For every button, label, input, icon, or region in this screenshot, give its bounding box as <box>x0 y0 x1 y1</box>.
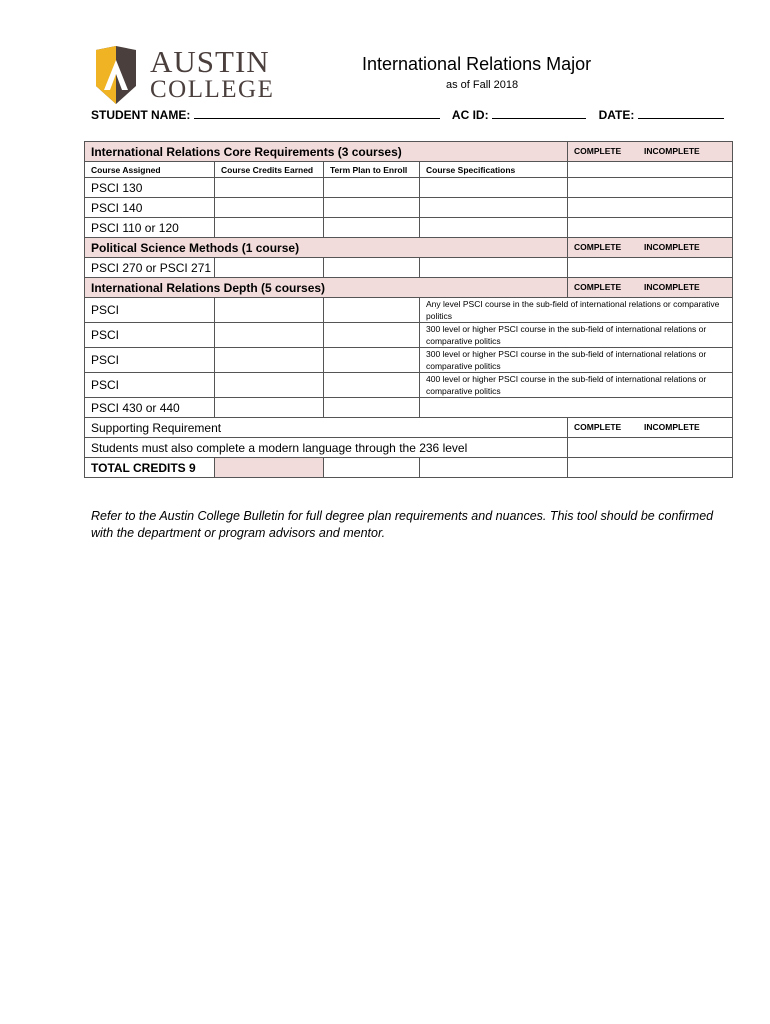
table-row <box>85 298 733 323</box>
term-cell[interactable] <box>324 178 420 198</box>
austin-college-logo <box>90 46 280 106</box>
course-name: PSCI <box>85 298 215 323</box>
depth-section-header <box>85 278 733 298</box>
table-row <box>85 438 733 458</box>
course-name: PSCI 110 or 120 <box>85 218 215 238</box>
methods-incomplete-label[interactable]: INCOMPLETE <box>644 242 700 252</box>
table-row <box>85 398 733 418</box>
spec-cell <box>420 398 733 418</box>
credits-cell[interactable] <box>215 198 324 218</box>
ac-id-label: AC ID: <box>451 108 489 122</box>
term-cell[interactable] <box>324 373 420 398</box>
page-title: International Relations Major <box>362 54 592 74</box>
table-row <box>85 373 733 398</box>
status-cell[interactable] <box>568 438 733 458</box>
credits-cell[interactable] <box>215 178 324 198</box>
logo-line2: COLLEGE <box>150 76 275 103</box>
term-cell[interactable] <box>324 198 420 218</box>
spec-cell <box>420 258 568 278</box>
supporting-status <box>568 418 733 438</box>
credits-cell[interactable] <box>215 298 324 323</box>
depth-status <box>568 278 733 298</box>
status-cell[interactable] <box>568 178 733 198</box>
term-cell[interactable] <box>324 218 420 238</box>
date-field[interactable] <box>638 107 724 119</box>
supporting-section-header <box>85 418 733 438</box>
course-name: PSCI 430 or 440 <box>85 398 215 418</box>
table-row <box>85 348 733 373</box>
col-specifications: Course Specifications <box>420 162 568 178</box>
total-credits-label: TOTAL CREDITS 9 <box>85 458 215 478</box>
core-status <box>568 142 733 162</box>
supporting-heading: Supporting Requirement <box>85 418 568 438</box>
student-info-line <box>91 107 724 122</box>
term-cell[interactable] <box>324 323 420 348</box>
total-credits-cell[interactable] <box>215 458 324 478</box>
depth-complete-label[interactable]: COMPLETE <box>574 282 622 292</box>
total-status-cell <box>568 458 733 478</box>
credits-cell[interactable] <box>215 373 324 398</box>
course-spec: 300 level or higher PSCI course in the sub-field of international relations or comparative politics <box>420 323 733 348</box>
ac-id-field[interactable] <box>492 107 586 119</box>
table-row <box>85 258 733 278</box>
credits-cell[interactable] <box>215 323 324 348</box>
depth-incomplete-label[interactable]: INCOMPLETE <box>644 282 700 292</box>
course-spec: Any level PSCI course in the sub-field of international relations or comparative politics <box>420 298 733 323</box>
core-complete-label[interactable]: COMPLETE <box>574 146 622 156</box>
total-spec-cell <box>420 458 568 478</box>
total-row <box>85 458 733 478</box>
methods-heading: Political Science Methods (1 course) <box>85 238 568 258</box>
credits-cell[interactable] <box>215 348 324 373</box>
col-term-plan: Term Plan to Enroll <box>324 162 420 178</box>
bulletin-note: Refer to the Austin College Bulletin for full degree plan requirements and nuances. This tool should be confirmed with the department or program advisors and mentor. <box>91 509 714 540</box>
student-name-label: STUDENT NAME: <box>91 108 191 122</box>
methods-status <box>568 238 733 258</box>
date-label: DATE: <box>598 108 635 122</box>
credits-cell[interactable] <box>215 218 324 238</box>
requirements-table <box>84 141 733 478</box>
shield-logo-icon <box>90 46 142 106</box>
core-incomplete-label[interactable]: INCOMPLETE <box>644 146 700 156</box>
methods-complete-label[interactable]: COMPLETE <box>574 242 622 252</box>
credits-cell[interactable] <box>215 258 324 278</box>
credits-cell[interactable] <box>215 398 324 418</box>
student-name-field[interactable] <box>194 107 440 119</box>
column-headers <box>85 162 733 178</box>
spec-cell <box>420 178 568 198</box>
term-cell[interactable] <box>324 348 420 373</box>
course-name: PSCI <box>85 373 215 398</box>
status-cell[interactable] <box>568 162 733 178</box>
status-cell[interactable] <box>568 198 733 218</box>
spec-cell <box>420 198 568 218</box>
methods-section-header <box>85 238 733 258</box>
page-subtitle: as of Fall 2018 <box>446 79 519 91</box>
course-name: PSCI <box>85 348 215 373</box>
table-row <box>85 198 733 218</box>
course-name: PSCI <box>85 323 215 348</box>
supporting-complete-label[interactable]: COMPLETE <box>574 422 622 432</box>
term-cell[interactable] <box>324 258 420 278</box>
course-name: PSCI 270 or PSCI 271 <box>85 258 215 278</box>
supporting-incomplete-label[interactable]: INCOMPLETE <box>644 422 700 432</box>
col-course-assigned: Course Assigned <box>85 162 215 178</box>
course-name: PSCI 140 <box>85 198 215 218</box>
col-credits-earned: Course Credits Earned <box>215 162 324 178</box>
term-cell[interactable] <box>324 298 420 323</box>
core-heading: International Relations Core Requirements (3 courses) <box>85 142 568 162</box>
spec-cell <box>420 218 568 238</box>
course-spec: 300 level or higher PSCI course in the sub-field of international relations or comparative politics <box>420 348 733 373</box>
supporting-text: Students must also complete a modern language through the 236 level <box>85 438 568 458</box>
table-row <box>85 178 733 198</box>
term-cell[interactable] <box>324 398 420 418</box>
core-section-header <box>85 142 733 162</box>
logo-line1: AUSTIN <box>150 44 270 79</box>
status-cell[interactable] <box>568 258 733 278</box>
table-row <box>85 323 733 348</box>
table-row <box>85 218 733 238</box>
depth-heading: International Relations Depth (5 courses) <box>85 278 568 298</box>
status-cell[interactable] <box>568 218 733 238</box>
course-name: PSCI 130 <box>85 178 215 198</box>
course-spec: 400 level or higher PSCI course in the sub-field of international relations or comparative politics <box>420 373 733 398</box>
total-term-cell <box>324 458 420 478</box>
